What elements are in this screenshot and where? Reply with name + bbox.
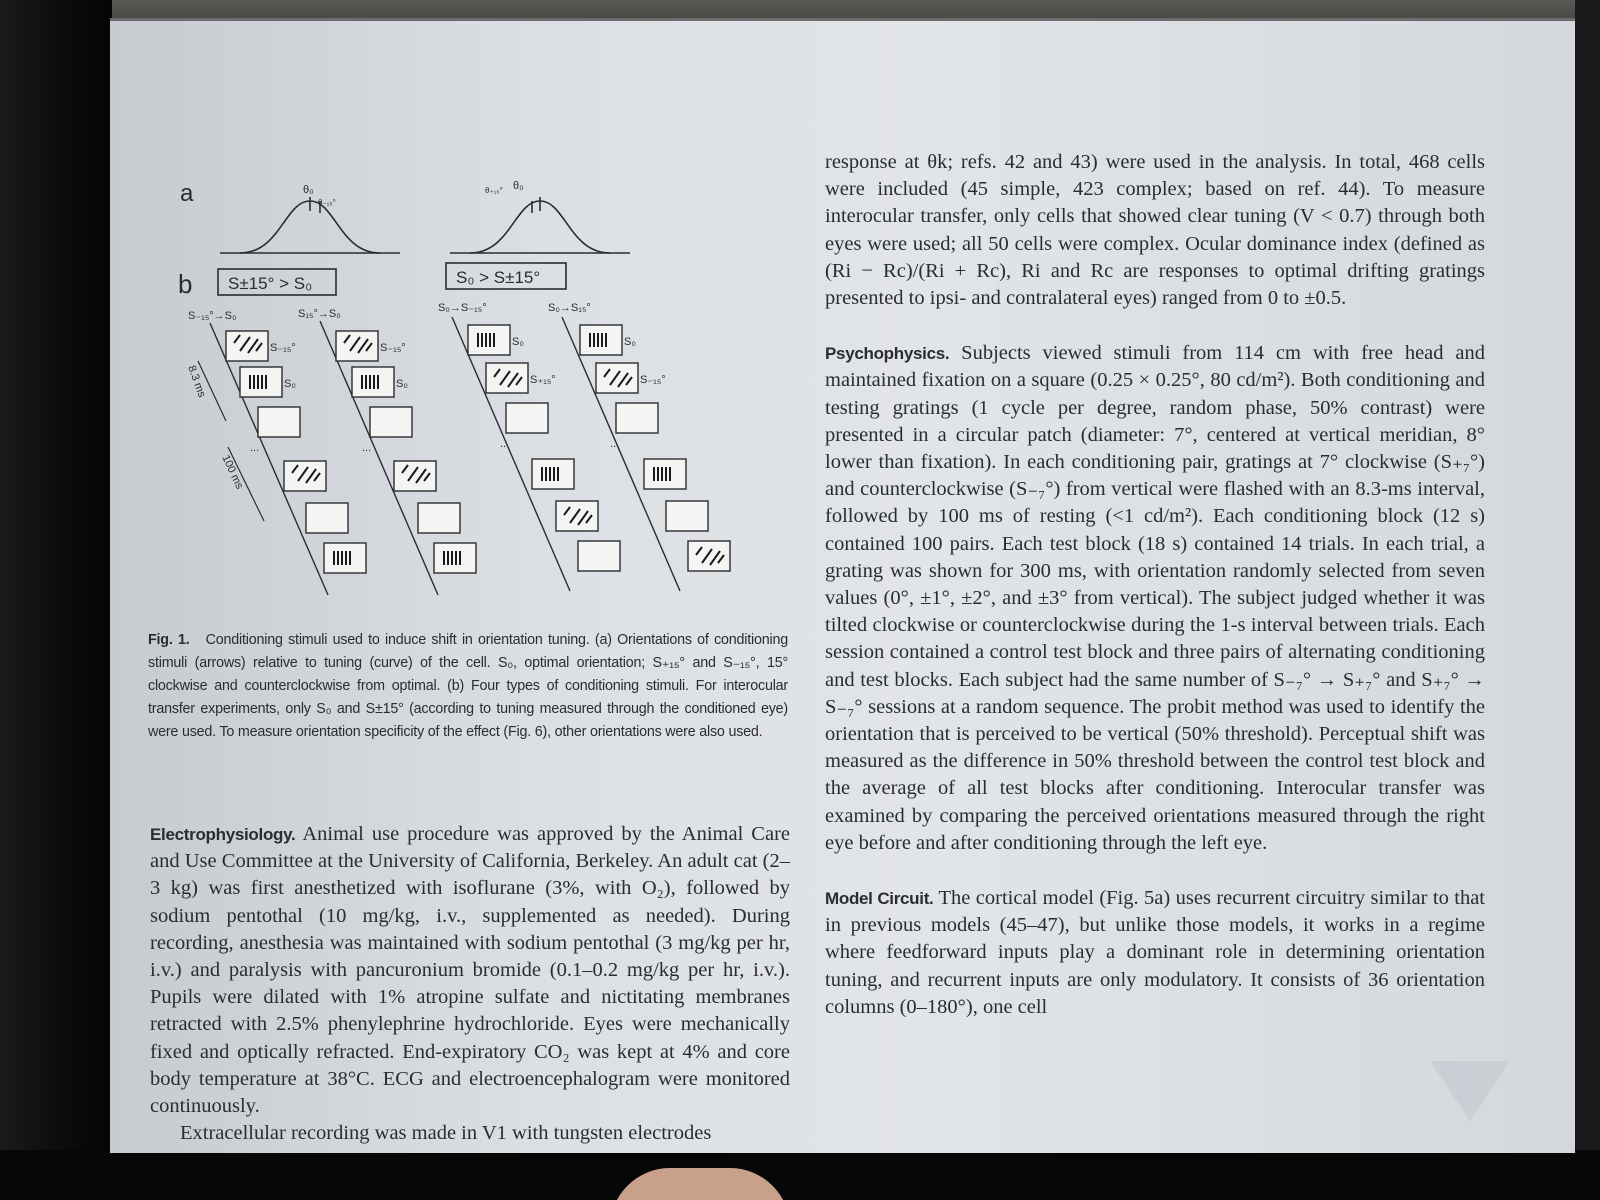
electrophysiology-head: Electrophysiology. — [150, 825, 296, 844]
page-turn-icon[interactable] — [1430, 1061, 1510, 1121]
seq-header-4: S₀→S₁₅° — [548, 302, 591, 314]
model-circuit-paragraph — [825, 885, 1485, 1021]
seq2-frame-5 — [418, 503, 460, 533]
seq1-frame-1 — [226, 331, 268, 361]
figure-caption — [148, 629, 788, 744]
panel-b-label: b — [178, 269, 193, 299]
figure-1 — [170, 171, 810, 611]
seq2-label-a: S₋₁₅° — [380, 342, 406, 354]
seq-header-1: S₋₁₅°→S₀ — [188, 310, 237, 322]
model-circuit-text: The cortical model (Fig. 5a) uses recurrent circuitry similar to that in previous models (45–47), but unlike those models, it works in a regime where feedforward inputs play a dominant role in determining orientation tuning, and recurrent inputs are only modulatory. It consists of 36 orientation columns (0–180°), one cell — [825, 887, 1485, 1018]
device-bezel-bottom — [0, 1150, 1600, 1200]
seq3-label-b: S₊₁₅° — [530, 374, 556, 386]
psychophysics-head: Psychophysics. — [825, 344, 950, 364]
psychophysics-paragraph — [825, 340, 1485, 857]
device-bezel-left — [0, 0, 112, 1200]
curve1-label-opt: θ₀ — [303, 184, 314, 196]
caption-text: Conditioning stimuli used to induce shift in orientation tuning. (a) Orientations of conditioning stimuli (arrows) relative to tuning (curve) of the cell. S₀, optimal orientation; S₊₁₅° and S₋₁₅°, 15° clockwise and counterclockwise from optimal. (b) Four types of conditioning stimuli. For interocular transfer experiments, only S₀ and S±15° (according to tuning measured through the conditioned eye) were used. To measure orientation specificity of the effect (Fig. 6), other orientations were also used. — [148, 632, 788, 740]
seq-header-2: S₁₅°→S₀ — [298, 308, 341, 320]
ellipsis: ... — [250, 442, 260, 454]
seq1-frame-5 — [306, 503, 348, 533]
caption-head: Fig. 1. — [148, 632, 190, 648]
condition-box-1-label: S±15° > S₀ — [228, 274, 313, 293]
psychophysics-text: Subjects viewed stimuli from 114 cm with free head and maintained fixation on a square (0.25 × 0.25°, 80 cd/m²). Both conditioning and testing gratings (1 cycle per degree, random phase, 50% contrast) were presented in a circular patch (diameter: 7°, centered at vertical meridian, 8° lower than fixation). In each conditioning pair, gratings at 7° clockwise (S₊₇°) and counterclockwise (S₋₇°) from vertical were flashed with an 8.3-ms interval, followed by 100 ms of resting (<1 cd/m²). Each conditioning block (12 s) contained 100 pairs. Each test block (18 s) contained 14 trials. In each trial, a grating was shown for 300 ms, with orientation randomly selected from seven values (0°, ±1°, ±2°, and ±3° from vertical). The subject judged whether it was tilted clockwise or counterclockwise during the 1-s interval between trials. Each session contained a control test block and three pairs of alternating conditioning and test blocks. Each subject had the same number of S₋₇° → S₊₇° and S₊₇° → S₋₇° sessions at a random sequence. The probit method was used to identify the orientation that is perceived to be vertical (50% threshold). Perceptual shift was measured as the difference in 50% threshold between the control test block and the average of all test blocks after conditioning. Interocular transfer was examined by comparing the perceived orientations measured through the right eye before and after conditioning through the left eye. — [825, 342, 1485, 854]
reader-screen[interactable] — [110, 18, 1575, 1153]
seq1-frame-4 — [284, 461, 326, 491]
interval-label-1: 8.3 ms — [185, 363, 208, 400]
ellipsis: ... — [362, 442, 372, 454]
model-circuit-head: Model Circuit. — [825, 889, 934, 909]
condition-box-2-label: S₀ > S±15° — [456, 268, 541, 287]
seq1-label-b: S₀ — [284, 378, 296, 390]
electrophysiology-paragraph — [150, 821, 790, 1120]
interval-label-2: 100 ms — [219, 453, 246, 491]
seq2-frame-3 — [370, 407, 412, 437]
seq4-label-b: S₋₁₅° — [640, 374, 666, 386]
seq1-label-a: S₋₁₅° — [270, 342, 296, 354]
device-bezel-right — [1575, 0, 1600, 1200]
electrophysiology-text: Animal use procedure was approved by the Animal Care and Use Committee at the University of California, Berkeley. An adult cat (2–3 kg) was first anesthetized with isoflurane (3%, with O₂), followed by sodium pentothal (10 mg/kg, i.v., supplemented as needed). During recording, anesthesia was maintained with sodium pentothal (3 mg/kg per hr, i.v.) and paralysis with pancuronium bromide (0.1–0.2 mg/kg per hr, i.v.). Pupils were dilated with 1% atropine sulfate and nictitating membranes retracted with 2.5% phenylephrine hydrochloride. Eyes were mechanically fixed and optically refracted. End-expiratory CO₂ was kept at 4% and core body temperature at 38°C. ECG and electroencephalogram were monitored continuously. — [150, 823, 790, 1118]
seq3-label-a: S₀ — [512, 336, 524, 348]
curve1-label-shift: θ₋₁₅° — [318, 198, 336, 207]
extracellular-paragraph: Extracellular recording was made in V1 with tungsten electrodes — [180, 1122, 712, 1145]
seq3-frame-6 — [578, 541, 620, 571]
left-column — [150, 821, 790, 1147]
right-top-paragraph: response at θk; refs. 42 and 43) were used in the analysis. In total, 468 cells were included (45 simple, 423 complex; based on ref. 44). To measure interocular transfer, only cells that showed clear tuning (V < 0.7) through both eyes were used; all 50 cells were complex. Ocular dominance index (defined as (Ri − Rc)/(Ri + Rc), Ri and Rc are responses to optimal drifting gratings presented to ipsi- and contralateral eyes) ranged from 0 to ±0.5. — [825, 151, 1485, 310]
seq2-frame-1 — [336, 331, 378, 361]
curve2-label-shift: θ₊₁₅° — [485, 186, 503, 195]
ellipsis: ... — [500, 438, 510, 450]
seq4-frame-5 — [666, 501, 708, 531]
seq1-frame-3 — [258, 407, 300, 437]
seq2-frame-4 — [394, 461, 436, 491]
right-column — [825, 149, 1485, 1021]
ellipsis: ... — [610, 438, 620, 450]
seq4-frame-3 — [616, 403, 658, 433]
panel-a-label: a — [180, 180, 194, 207]
seq-header-3: S₀→S₋₁₅° — [438, 302, 487, 314]
seq2-label-b: S₀ — [396, 378, 408, 390]
curve2-label-opt: θ₀ — [513, 180, 524, 192]
figure-1-diagram — [170, 171, 810, 611]
seq3-frame-3 — [506, 403, 548, 433]
seq4-label-a: S₀ — [624, 336, 636, 348]
